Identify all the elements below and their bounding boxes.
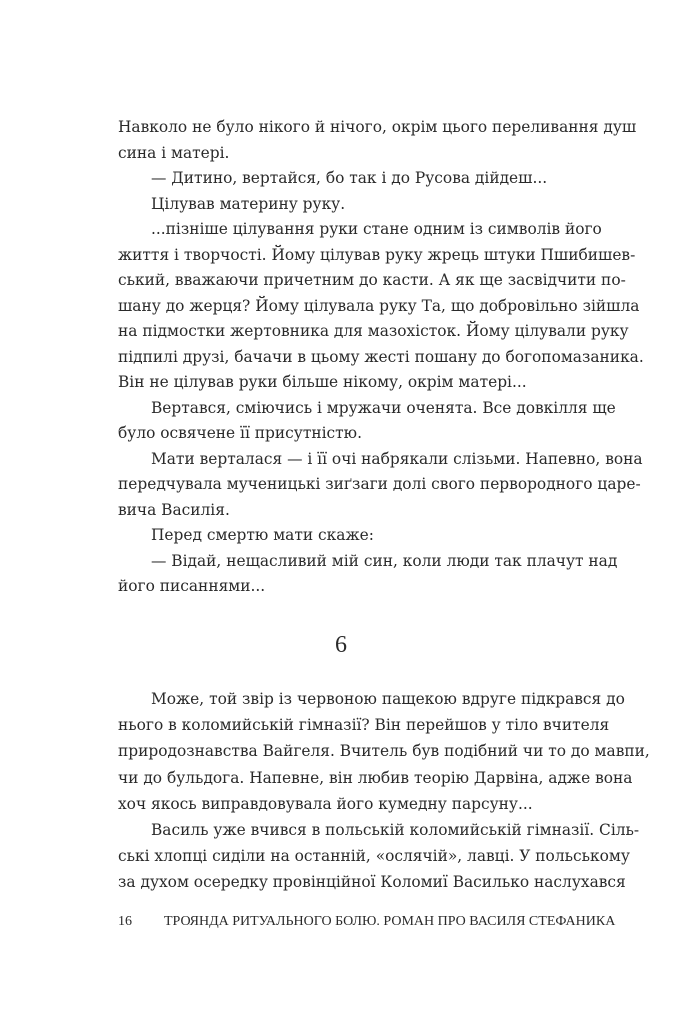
text-line: вича Василія. — [118, 500, 230, 519]
text-line: чи до бульдога. Напевне, він любив теорію Дарвіна, адже вона — [118, 768, 633, 787]
text-line: передчувала мученицькі зиґзаги долі свого первородного царе- — [118, 475, 641, 493]
text-line: за духом осередку провінційної Коломиї Василько наслухався — [118, 873, 626, 892]
page-footer — [118, 914, 616, 930]
text-line: Може, той звір із червоною пащекою вдруге підкрався до — [151, 690, 625, 708]
text-line: його писаннями... — [118, 577, 266, 595]
text-line: шану до жерця? Йому цілувала руку Та, що добровільно зійшла — [118, 296, 640, 315]
text-line: на підмостки жертовника для мазохісток. Йому цілували руку — [118, 322, 629, 340]
text-line: Вертався, сміючись і мружачи оченята. Все довкілля ще — [151, 398, 616, 417]
text-block-top — [118, 115, 644, 600]
text-line: хоч якось виправдовувала його кумедну парсуну... — [118, 794, 533, 813]
chapter-number: 6 — [335, 632, 347, 658]
text-line: Навколо не було нікого й нічого, окрім цього переливання душ — [118, 118, 637, 136]
text-line: нього в коломийській гімназії? Він перейшов у тіло вчителя — [118, 716, 610, 735]
text-line: ...пізніше цілування руки стане одним із символів його — [151, 220, 602, 238]
text-line: Василь уже вчився в польській коломийській гімназії. Сіль- — [151, 820, 640, 839]
text-line: Перед смертю мати скаже: — [151, 526, 374, 544]
running-title: ТРОЯНДА РИТУАЛЬНОГО БОЛЮ. РОМАН ПРО ВАСИЛЯ СТЕФАНИКА — [164, 914, 616, 929]
text-line: життя і творчості. Йому цілував руку жрець штуки Пшибишев- — [118, 245, 636, 264]
text-line: підпилі друзі, бачачи в цьому жесті пошану до богопомазаника. — [118, 347, 644, 366]
text-line: — Дитино, вертайся, бо так і до Русова дійдеш... — [151, 169, 548, 187]
text-line: Він не цілував руки більше нікому, окрім матері... — [118, 373, 527, 391]
text-line: — Відай, нещасливий мій син, коли люди так плачут над — [151, 551, 618, 570]
text-line: сина і матері. — [118, 143, 230, 162]
text-line: Цілував материну руку. — [151, 194, 346, 213]
text-line: ський, вважаючи причетним до касти. А як ще засвідчити по- — [118, 271, 626, 289]
text-line: ські хлопці сиділи на останній, «ослячій», лавці. У польському — [118, 847, 630, 866]
text-line: було освячене її присутністю. — [118, 424, 362, 442]
text-block-bottom — [118, 686, 650, 896]
text-line: природознавства Вайгеля. Вчитель був подібний чи то до мавпи, — [118, 742, 650, 761]
page-number: 16 — [118, 914, 132, 929]
text-line: Мати верталася — і її очі набрякали слізьми. Напевно, вона — [151, 449, 643, 468]
